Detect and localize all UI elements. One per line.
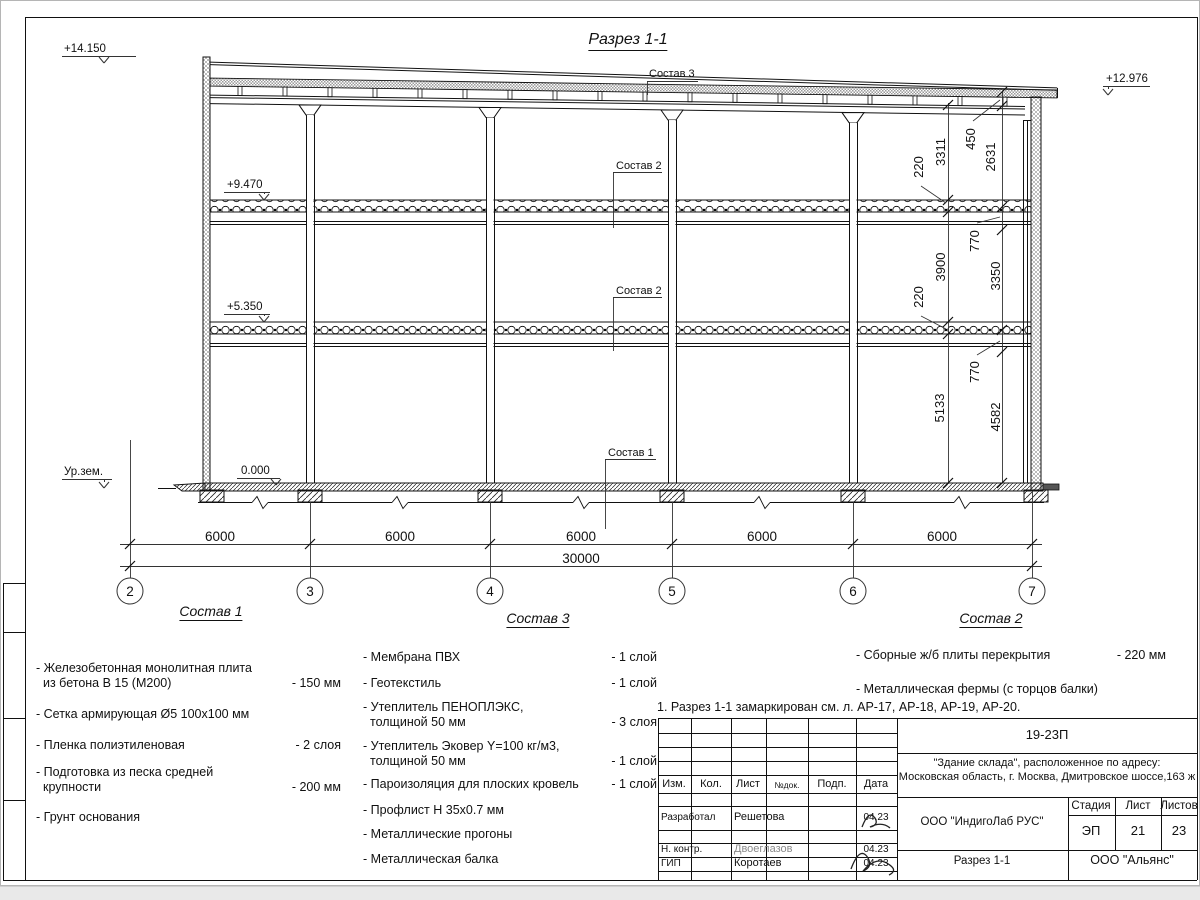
role-gip: ГИП xyxy=(661,858,681,869)
desktop-strip xyxy=(0,886,1200,900)
spec-item: - Железобетонная монолитная плита из бетона В 15 (М200) - 150 мм xyxy=(36,661,341,690)
spec-item: - Пароизоляция для плоских кровель - 1 слой xyxy=(363,777,657,791)
spec-item: - Сборные ж/б плиты перекрытия - 220 мм xyxy=(856,648,1166,662)
sheet-label: Лист xyxy=(1125,800,1151,812)
col-data: Дата xyxy=(863,778,889,790)
stage-label: Стадия xyxy=(1071,800,1111,812)
col-podp: Подп. xyxy=(817,778,847,790)
stage-value: ЭП xyxy=(1081,823,1101,838)
axis-label: 6 xyxy=(849,584,857,599)
date-gip: 04.23 xyxy=(863,858,889,869)
spec-item: - Металлические прогоны xyxy=(363,827,513,841)
dim-vert: 770 xyxy=(966,361,982,383)
elevation-slab-upper: +9.470 xyxy=(227,179,263,191)
spec-item: - Мембрана ПВХ - 1 слой xyxy=(363,650,657,664)
spec-item: - Утеплитель ПЕНОПЛЭКС, толщиной 50 мм - 3 слоя xyxy=(363,700,657,729)
dim-span: 6000 xyxy=(204,529,236,544)
name-gip: Коротаев xyxy=(734,857,782,869)
elevation-roof-left: +14.150 xyxy=(64,43,106,55)
spec-item: - Грунт основания xyxy=(36,810,141,824)
elevation-roof-right: +12.976 xyxy=(1106,73,1148,85)
spec-item: - Утеплитель Эковер Y=100 кг/м3, толщиной 50 мм - 1 слой xyxy=(363,739,657,768)
spec-list-2 xyxy=(856,648,1166,696)
ground-level-label: Ур.зем. xyxy=(64,466,104,478)
date-developer: 04.23 xyxy=(863,812,889,823)
slab-lower-composition-label: Состав 2 xyxy=(616,285,662,297)
roof-composition-label: Состав 3 xyxy=(649,68,695,80)
elevation-zero: 0.000 xyxy=(241,465,270,477)
col-izm: Изм. xyxy=(662,778,686,790)
axis-label: 5 xyxy=(668,584,676,599)
axis-label: 2 xyxy=(126,584,134,599)
spec-list-1 xyxy=(36,661,341,825)
slab-upper-composition-label: Состав 2 xyxy=(616,160,662,172)
role-developer: Разработал xyxy=(661,812,716,823)
col-ndoc: №док. xyxy=(774,780,800,790)
spec-item: - Геотекстиль - 1 слой xyxy=(363,675,657,690)
dim-span: 6000 xyxy=(746,529,778,544)
dim-vert: 770 xyxy=(966,230,982,252)
page-title: Разрез 1-1 xyxy=(588,31,667,51)
dim-vert: 450 xyxy=(962,128,978,150)
dim-vert: 220 xyxy=(910,156,926,178)
object-address-line2: Московская область, г. Москва, Дмитровское шоссе,163 ж xyxy=(898,771,1196,783)
axis-label: 7 xyxy=(1028,584,1036,599)
spec-item: - Металлическая балка xyxy=(363,851,499,866)
spec-heading-2: Состав 2 xyxy=(959,611,1022,628)
dim-vert: 3900 xyxy=(932,252,948,282)
dim-vert: 3350 xyxy=(987,261,1003,291)
axis-label: 4 xyxy=(486,584,494,599)
dim-total: 30000 xyxy=(562,551,600,566)
dim-vert: 4582 xyxy=(987,402,1003,432)
dim-span: 6000 xyxy=(565,529,597,544)
doc-number: 19-23П xyxy=(1025,727,1069,742)
drawing-name: Разрез 1-1 xyxy=(953,855,1011,867)
org-name: ООО "Альянс" xyxy=(1090,853,1174,867)
spec-item: - Металлическая фермы (с торцов балки) xyxy=(856,681,1098,696)
col-kol: Кол. xyxy=(700,778,722,790)
axis-label: 3 xyxy=(306,584,314,599)
company-name: ООО "ИндигоЛаб РУС" xyxy=(920,816,1044,828)
col-list: Лист xyxy=(736,778,760,790)
dim-span: 6000 xyxy=(926,529,958,544)
elevation-slab-lower: +5.350 xyxy=(227,301,263,313)
floor-composition-label: Состав 1 xyxy=(608,447,654,459)
spec-list-3 xyxy=(363,650,657,866)
name-developer: Решетова xyxy=(734,811,785,823)
dim-vert: 3311 xyxy=(932,138,948,166)
spec-item: - Подготовка из песка средней крупности - 200 мм xyxy=(36,765,341,794)
spec-heading-1: Состав 1 xyxy=(179,604,242,621)
spec-item: - Сетка армирующая Ø5 100х100 мм xyxy=(36,707,250,721)
axis-bubbles xyxy=(117,578,1045,604)
sheets-value: 23 xyxy=(1171,823,1187,838)
dim-vert: 2631 xyxy=(982,142,998,172)
spec-item: - Профлист Н 35х0.7 мм xyxy=(363,802,504,817)
sheet-value: 21 xyxy=(1130,823,1146,838)
role-ncontrol: Н. контр. xyxy=(661,844,703,855)
sheets-label: Листов xyxy=(1160,800,1198,812)
date-ncontrol: 04.23 xyxy=(863,844,889,855)
drawing-note: 1. Разрез 1-1 замаркирован см. л. АР-17, АР-18, АР-19, АР-20. xyxy=(657,700,1021,714)
spec-heading-3: Состав 3 xyxy=(506,611,569,628)
spec-item: - Пленка полиэтиленовая - 2 слоя xyxy=(36,737,341,752)
dim-vert: 220 xyxy=(910,286,926,308)
name-ncontrol: Двоеглазов xyxy=(734,843,793,855)
dim-span: 6000 xyxy=(384,529,416,544)
dim-vert: 5133 xyxy=(931,393,947,423)
object-address-line1: "Здание склада", расположенное по адресу: xyxy=(933,757,1161,769)
